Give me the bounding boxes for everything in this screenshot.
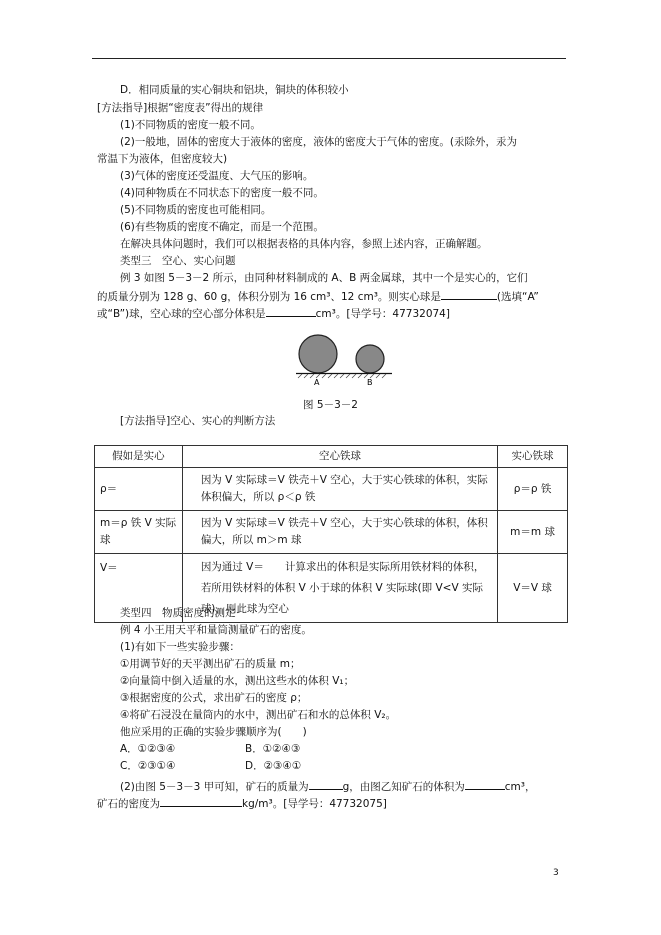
example-3-text-a: 的质量分别为 128 g、60 g，体积分别为 16 cm³、12 cm³。则实心球是 bbox=[97, 291, 441, 303]
table-row bbox=[95, 468, 568, 511]
rule-4: (4)同种物质在不同状态下的密度一般不同。 bbox=[120, 187, 324, 199]
q2-text-d: 矿石的密度为 bbox=[97, 798, 160, 810]
row-density-solid: ρ＝ρ 铁 bbox=[498, 468, 568, 511]
rule-6: (6)有些物质的密度不确定，而是一个范围。 bbox=[120, 221, 324, 233]
row-density-explanation: 因为 V 实际球＝V 铁壳＋V 空心，大于实心铁球的体积，实际体积偏大，所以 ρ＜ρ 铁 bbox=[182, 468, 497, 511]
row-volume-solid: V＝V 球 bbox=[498, 554, 568, 623]
option-d: D．相同质量的实心铜块和铝块，铜块的体积较小 bbox=[120, 84, 349, 96]
answer-blank-volume bbox=[465, 778, 505, 790]
example-3-line-3 bbox=[97, 305, 450, 322]
row-mass-explanation: 因为 V 实际球＝V 铁壳＋V 空心，大于实心铁球的体积，体积偏大，所以 m＞m 球 bbox=[182, 511, 497, 554]
method-heading-2: [方法指导]空心、实心的判断方法 bbox=[120, 415, 276, 427]
row-volume-explanation: 因为通过 V＝ 计算求出的体积是实际所用铁材料的体积，若所用铁材料的体积 V 小于球的体积 V 实际球(即 V<V 实际球)，则此球为空心 bbox=[182, 554, 497, 623]
step-1: ①用调节好的天平测出矿石的质量 m； bbox=[120, 658, 301, 670]
q2-text-a: (2)由图 5－3－3 甲可知，矿石的质量为 bbox=[120, 781, 309, 793]
rule-2: (2)一般地，固体的密度大于液体的密度，液体的密度大于气体的密度。(汞除外，汞为 bbox=[120, 136, 517, 148]
q2-text-e: kg/m³。[导学号：47732075] bbox=[242, 798, 387, 810]
two-balls-figure bbox=[296, 334, 392, 386]
q2-text-b: g，由图乙知矿石的体积为 bbox=[342, 781, 465, 793]
figure-caption: 图 5－3－2 bbox=[303, 399, 358, 411]
page-number: 3 bbox=[553, 868, 559, 878]
header-assume-solid: 假如是实心 bbox=[95, 446, 183, 468]
row-density-formula: ρ＝ bbox=[95, 468, 183, 511]
rule-5: (5)不同物质的密度也可能相同。 bbox=[120, 204, 272, 216]
answer-blank-hollow-volume bbox=[266, 305, 316, 317]
option-c: C．②③①④ bbox=[120, 760, 176, 772]
table-header-row bbox=[95, 446, 568, 468]
example-3-text-d: cm³。[导学号：47732074] bbox=[315, 308, 450, 320]
hollow-solid-table bbox=[94, 445, 568, 623]
option-a: A．①②③④ bbox=[120, 743, 176, 755]
answer-blank-mass bbox=[309, 778, 343, 790]
steps-intro: (1)有如下一些实验步骤： bbox=[120, 641, 240, 653]
row-mass-solid: m＝m 球 bbox=[498, 511, 568, 554]
answer-blank-density bbox=[160, 795, 242, 807]
type-4-heading: 类型四 物质密度的测定 bbox=[120, 607, 236, 619]
method-heading-1: [方法指导]根据“密度表”得出的规律 bbox=[97, 102, 264, 114]
example-3-line-2 bbox=[97, 288, 539, 305]
rule-3: (3)气体的密度还受温度、大气压的影响。 bbox=[120, 170, 314, 182]
label-a: A bbox=[314, 378, 320, 386]
rule-2-cont: 常温下为液体，但密度较大) bbox=[97, 153, 228, 165]
order-question: 他应采用的正确的实验步骤顺序为( ) bbox=[120, 726, 307, 738]
table-row bbox=[95, 511, 568, 554]
method-summary: 在解决具体问题时，我们可以根据表格的具体内容，参照上述内容，正确解题。 bbox=[120, 238, 488, 250]
type-3-heading: 类型三 空心、实心问题 bbox=[120, 255, 236, 267]
example-3-text-c: 或“B”)球，空心球的空心部分体积是 bbox=[97, 308, 266, 320]
option-d-order: D．②③④① bbox=[245, 760, 302, 772]
ball-a bbox=[299, 335, 337, 373]
option-b: B．①②④③ bbox=[245, 743, 301, 755]
question-2-line-1 bbox=[120, 778, 535, 795]
q2-text-c: cm³， bbox=[504, 781, 536, 793]
example-3-line-1: 例 3 如图 5－3－2 所示，由同种材料制成的 A、B 两金属球，其中一个是实心的，它们 bbox=[120, 272, 528, 284]
ball-b bbox=[356, 345, 384, 373]
header-hollow-ball: 空心铁球 bbox=[182, 446, 497, 468]
question-2-line-2 bbox=[97, 795, 387, 812]
step-3: ③根据密度的公式，求出矿石的密度 ρ； bbox=[120, 692, 308, 704]
row-mass-formula: m＝ρ 铁 V 实际球 bbox=[95, 511, 183, 554]
header-rule bbox=[92, 58, 566, 59]
row-volume-formula: V＝ bbox=[95, 554, 183, 623]
header-solid-ball: 实心铁球 bbox=[498, 446, 568, 468]
answer-blank-solid-ball bbox=[441, 288, 497, 300]
example-3-text-b: (选填“A” bbox=[496, 291, 539, 303]
rule-1: (1)不同物质的密度一般不同。 bbox=[120, 119, 261, 131]
ground-hatching bbox=[298, 374, 386, 378]
label-b: B bbox=[367, 378, 373, 386]
step-2: ②向量筒中倒入适量的水，测出这些水的体积 V₁； bbox=[120, 675, 355, 687]
example-4-intro: 例 4 小王用天平和量筒测量矿石的密度。 bbox=[120, 624, 312, 636]
step-4: ④将矿石浸没在量筒内的水中，测出矿石和水的总体积 V₂。 bbox=[120, 709, 397, 721]
